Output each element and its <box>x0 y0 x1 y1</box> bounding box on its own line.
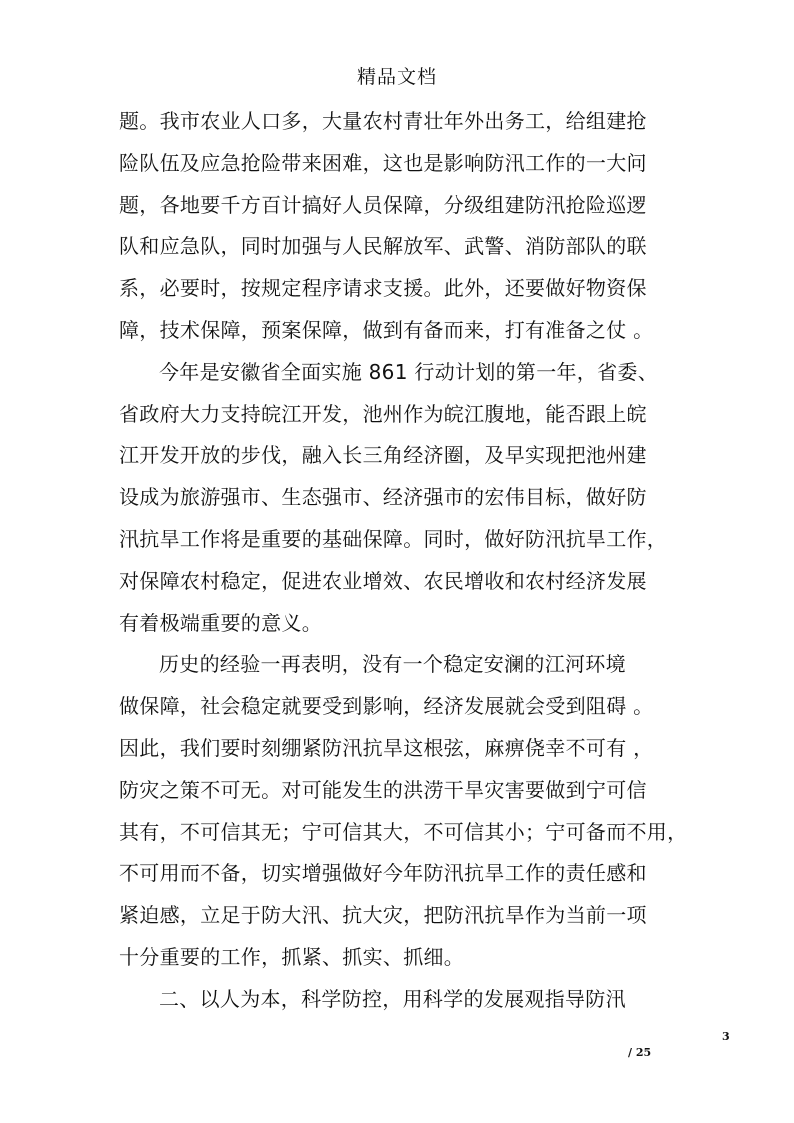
page-number: 3 <box>722 1030 730 1043</box>
text-line: 险队伍及应急抢险带来困难，这也是影响防汛工作的一大问 <box>119 150 647 175</box>
section-heading-line: 二、以人为本，科学防控，用科学的发展观指导防汛 <box>159 986 626 1011</box>
text-line: 队和应急队，同时加强与人民解放军、武警、消防部队的联 <box>119 234 647 259</box>
text-line: 防灾之策不可无。对可能发生的洪涝干旱灾害要做到宁可信 <box>119 777 647 802</box>
text-line: 题，各地要千方百计搞好人员保障，分级组建防汛抢险巡逻 <box>119 192 647 217</box>
text-line: 省政府大力支持皖江开发，池州作为皖江腹地，能否跟上皖 <box>119 401 647 426</box>
text-line: 十分重要的工作，抓紧、抓实、抓细。 <box>119 944 465 969</box>
text-line: 障，技术保障，预案保障，做到有备而来，打有准备之仗 。 <box>119 317 654 342</box>
page-total: / 25 <box>628 1046 652 1059</box>
text-line: 有着极端重要的意义。 <box>119 610 322 635</box>
page-header-title: 精品文档 <box>356 66 437 88</box>
paragraph-start-line: 今年是安徽省全面实施 861 行动计划的第一年，省委、 <box>159 359 658 384</box>
document-body <box>119 101 688 1021</box>
text-line: 因此，我们要时刻绷紧防汛抗旱这根弦，麻痹侥幸不可有 ， <box>119 735 654 760</box>
paragraph-start-line: 历史的经验一再表明，没有一个稳定安澜的江河环境 <box>159 652 626 677</box>
text-line: 紧迫感，立足于防大汛、抗大灾，把防汛抗旱作为当前一项 <box>119 903 647 928</box>
text-line: 对保障农村稳定，促进农业增效、农民增收和农村经济发展 <box>119 568 647 593</box>
text-line: 做保障，社会稳定就要受到影响，经济发展就会受到阻碍 。 <box>119 694 654 719</box>
text-line: 不可用而不备，切实增强做好今年防汛抗旱工作的责任感和 <box>119 861 647 886</box>
text-line: 系，必要时，按规定程序请求支援。此外，还要做好物资保 <box>119 276 647 301</box>
text-line: 江开发开放的步伐，融入长三角经济圈，及早实现把池州建 <box>119 443 647 468</box>
text-line: 其有，不可信其无；宁可信其大，不可信其小；宁可备而不用， <box>119 819 688 844</box>
text-line: 设成为旅游强市、生态强市、经济强市的宏伟目标，做好防 <box>119 485 647 510</box>
text-line: 汛抗旱工作将是重要的基础保障。同时，做好防汛抗旱工作， <box>119 526 668 551</box>
text-line: 题。我市农业人口多，大量农村青壮年外出务工，给组建抢 <box>119 109 647 133</box>
